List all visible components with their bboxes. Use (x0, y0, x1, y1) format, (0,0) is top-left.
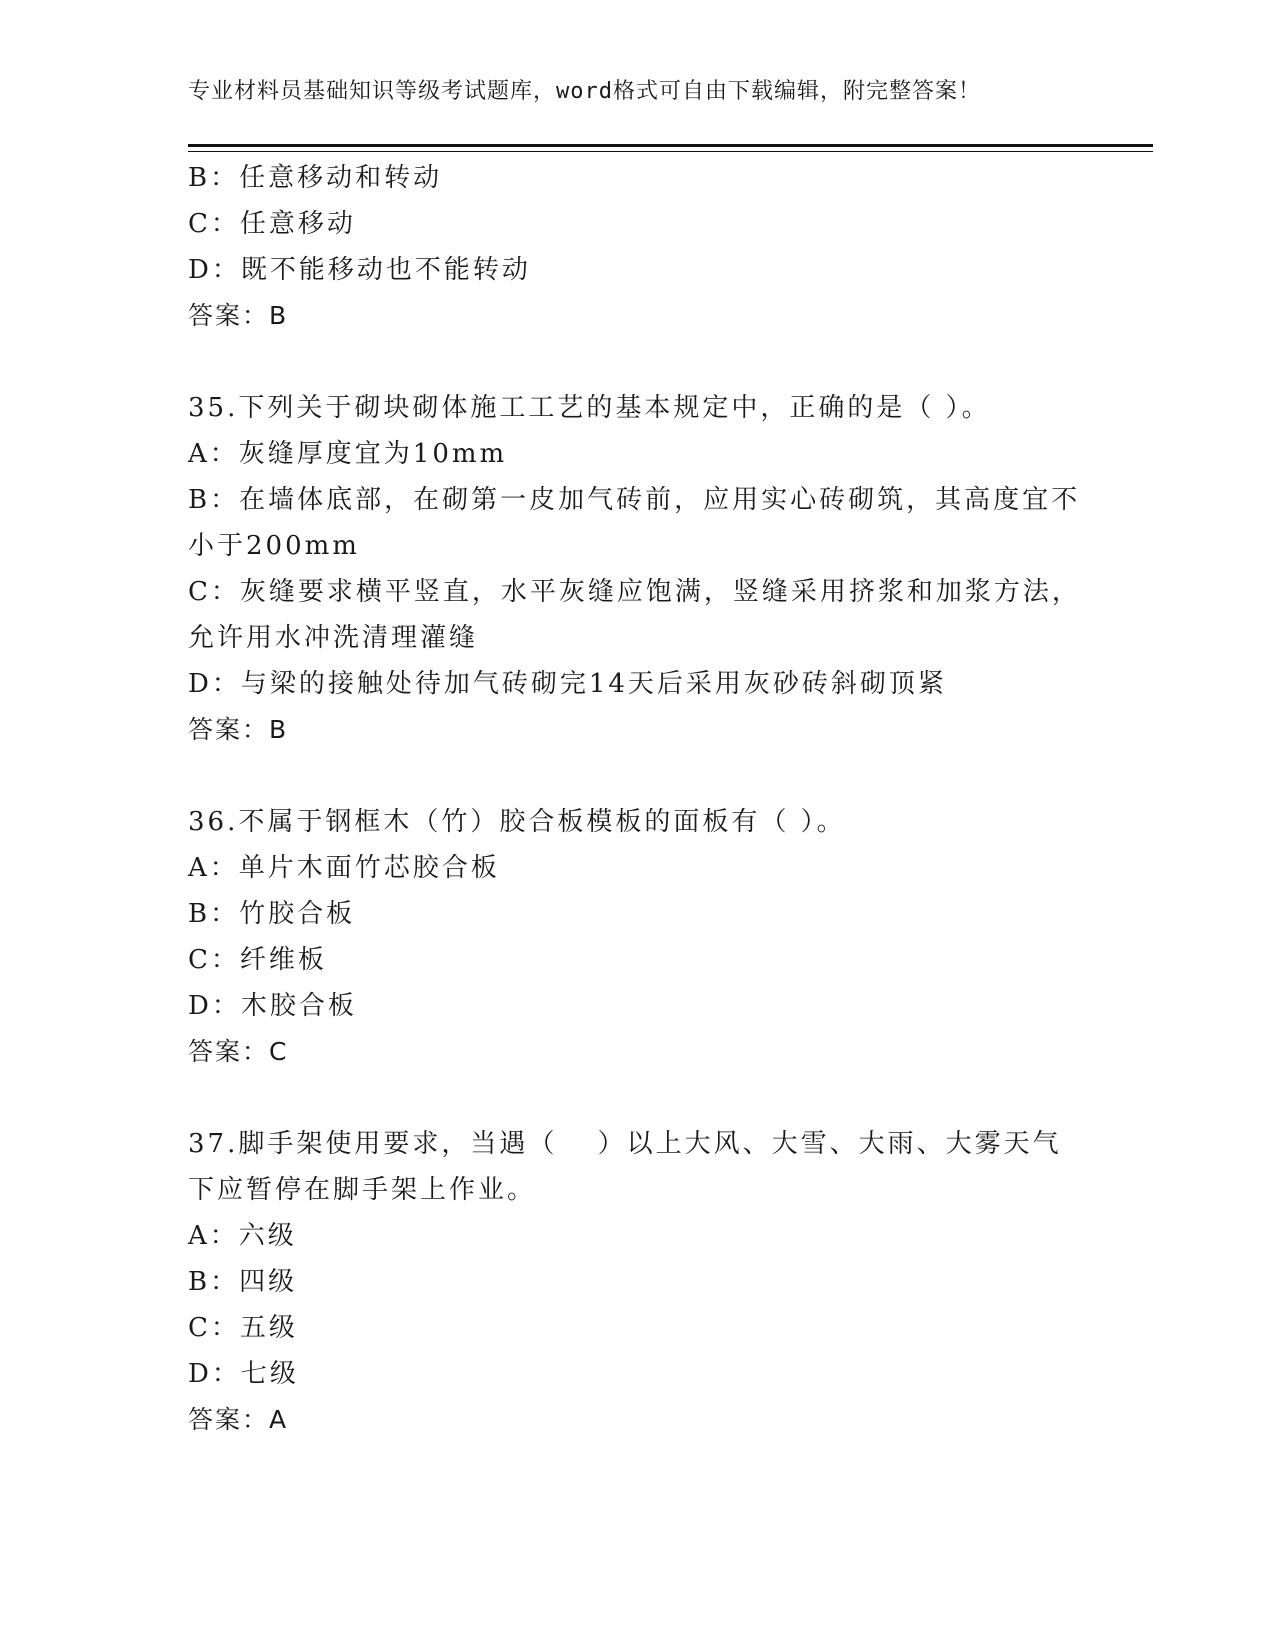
option-b: B：竹胶合板 (188, 899, 356, 929)
option-d: D：木胶合板 (188, 991, 357, 1021)
question-34 (188, 155, 1088, 339)
question-list (188, 155, 1088, 1443)
header-rule-thin (188, 151, 1153, 152)
option-c: C：任意移动 (188, 209, 356, 239)
option-d: D：七级 (188, 1359, 299, 1389)
question-stem-continued: 下应暂停在脚手架上作业。 (188, 1175, 537, 1205)
option-d: D：既不能移动也不能转动 (188, 255, 531, 285)
question-stem: 35.下列关于砌块砌体施工工艺的基本规定中，正确的是（ ）。 (188, 393, 991, 423)
spacer (188, 753, 1088, 799)
option-c: C：灰缝要求横平竖直，水平灰缝应饱满，竖缝采用挤浆和加浆方法， (188, 577, 1081, 607)
option-a: A：单片木面竹芯胶合板 (188, 853, 500, 883)
option-c: C：五级 (188, 1313, 298, 1343)
option-b: B：在墙体底部，在砌第一皮加气砖前，应用实心砖砌筑，其高度宜不 (188, 485, 1081, 515)
spacer (188, 339, 1088, 385)
header-rule-thick (188, 144, 1153, 147)
answer: 答案：A (188, 1405, 289, 1434)
option-a: A：灰缝厚度宜为10mm (188, 439, 508, 469)
question-stem: 37.脚手架使用要求，当遇（ ）以上大风、大雪、大雨、大雾天气 (188, 1129, 1062, 1159)
question-36 (188, 799, 1088, 1075)
option-c-continued: 允许用水冲洗清理灌缝 (188, 623, 479, 653)
option-b: B：四级 (188, 1267, 298, 1297)
option-b-continued: 小于200mm (188, 531, 360, 561)
option-d: D：与梁的接触处待加气砖砌完14天后采用灰砂砖斜砌顶紧 (188, 669, 947, 699)
answer: 答案：C (188, 1037, 289, 1066)
question-37 (188, 1121, 1088, 1443)
page-header: 专业材料员基础知识等级考试题库，word格式可自由下载编辑，附完整答案！ (188, 79, 981, 104)
option-a: A：六级 (188, 1221, 297, 1251)
answer: 答案：B (188, 301, 289, 330)
question-stem: 36.不属于钢框木（竹）胶合板模板的面板有（ ）。 (188, 807, 846, 837)
question-35 (188, 385, 1088, 753)
answer: 答案：B (188, 715, 289, 744)
option-b: B：任意移动和转动 (188, 163, 443, 193)
spacer (188, 1075, 1088, 1121)
option-c: C：纤维板 (188, 945, 327, 975)
